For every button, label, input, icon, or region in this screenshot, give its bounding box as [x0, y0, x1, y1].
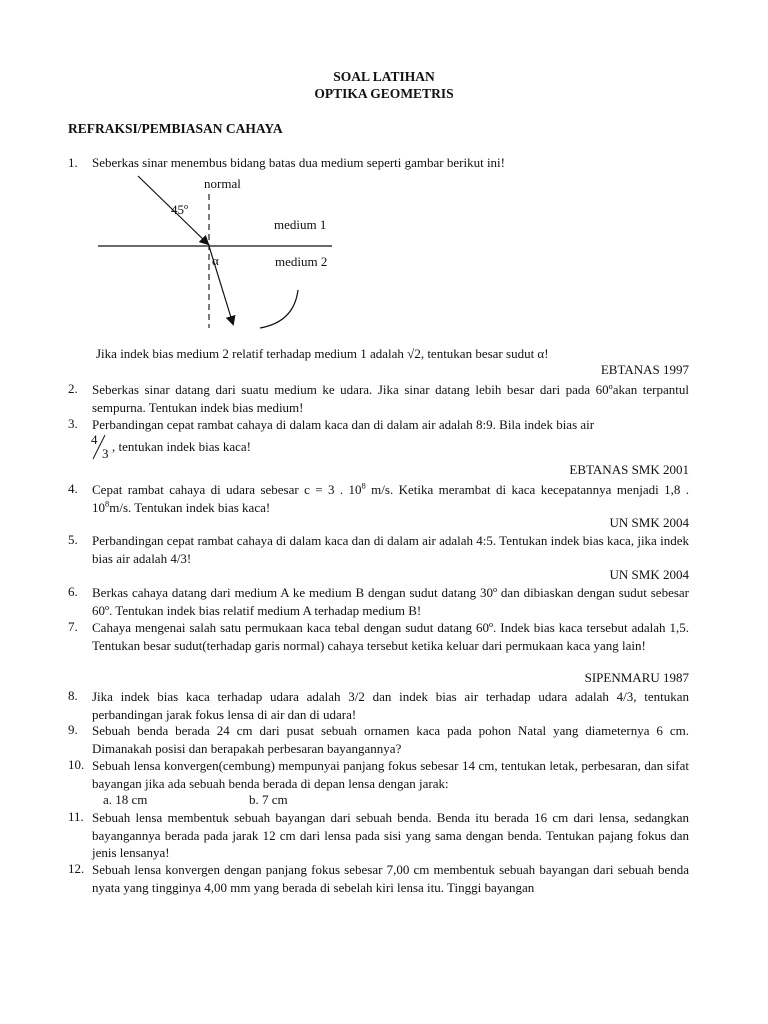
document-subtitle: OPTIKA GEOMETRIS — [314, 86, 454, 101]
question-text: Sebuah benda berada 24 cm dari pusat sebuah ornamen kaca pada pohon Natal yang diameternya 6 cm. Dimanakah posisi dan berapakah perbesaran bayangannya? — [92, 723, 689, 756]
fraction-four-thirds — [90, 432, 114, 462]
angle-45-label: 45º — [171, 202, 189, 217]
question-text: Berkas cahaya datang dari medium A ke medium B dengan sudut datang 30º dan dibiaskan dengan sudut sebesar 60º. Tentukan indek bias relatif medium A terhadap medium B! — [92, 585, 689, 618]
question-text: Jika indek bias kaca terhadap udara adalah 3/2 dan indek bias air terhadap udara adalah 4/3, tentukan perbandingan jarak fokus lensa di air dan di udara! — [92, 689, 689, 722]
question-number: 7. — [68, 619, 78, 634]
question-text: Sebuah lensa konvergen dengan panjang fokus sebesar 7,00 cm membentuk sebuah bayangan dari sebuah benda nyata yang tingginya 4,00 mm yang berada di sebelah kiri lensa itu. Tinggi bayangan — [92, 862, 689, 895]
question-text: Seberkas sinar menembus bidang batas dua medium seperti gambar berikut ini! — [92, 155, 505, 170]
question-number: 2. — [68, 381, 78, 396]
question-number: 1. — [68, 155, 78, 170]
question-number: 11. — [68, 809, 84, 824]
option-b: b. 7 cm — [249, 792, 288, 807]
document-title: SOAL LATIHAN — [333, 69, 435, 84]
question-text: Sebuah lensa konvergen(cembung) mempunyai panjang fokus sebesar 14 cm, tentukan letak, perbesaran, dan sifat bayangan jika ada sebuah benda berada di depan lensa dengan jarak: — [92, 758, 689, 791]
section-heading: REFRAKSI/PEMBIASAN CAHAYA — [68, 121, 283, 136]
question-number: 5. — [68, 532, 78, 547]
question-text: Cahaya mengenai salah satu permukaan kaca tebal dengan sudut datang 60º. Indek bias kaca tersebut adalah 1,5. Tentukan besar sudut(terhadap garis normal) cahaya tersebut ketika keluar dari permukaan kaca yang lain! — [92, 620, 689, 653]
question-text: Seberkas sinar datang dari suatu medium ke udara. Jika sinar datang lebih besar dari pada 60ºakan terpantul sempurna. Tentukan indek bias medium! — [92, 382, 689, 415]
question-number: 8. — [68, 688, 78, 703]
fraction-denominator: 3 — [102, 446, 109, 461]
question-text: , tentukan indek bias kaca! — [112, 439, 251, 454]
question-number: 4. — [68, 481, 78, 496]
source-label: UN SMK 2004 — [609, 515, 689, 530]
normal-label: normal — [204, 176, 241, 191]
refraction-diagram — [96, 172, 346, 334]
question-text: Perbandingan cepat rambat cahaya di dalam kaca dan di dalam air adalah 8:9. Bila indek bias air — [92, 417, 595, 432]
fraction-numerator: 4 — [91, 432, 98, 447]
source-label: EBTANAS 1997 — [600, 362, 689, 377]
medium-2-label: medium 2 — [275, 254, 328, 269]
source-label: EBTANAS SMK 2001 — [569, 462, 689, 477]
option-a: a. 18 cm — [103, 792, 148, 807]
question-number: 10. — [68, 757, 85, 772]
question-number: 6. — [68, 584, 78, 599]
question-text: Perbandingan cepat rambat cahaya di dalam kaca dan di dalam air adalah 4:5. Tentukan indek bias kaca, jika indek bias air adalah 4/3! — [92, 533, 689, 566]
question-text: Sebuah lensa membentuk sebuah bayangan dari sebuah benda. Benda itu berada 16 cm dari lensa, sedangkan bayangannya berada pada jarak 12 cm dari lensa pada sisi yang sama dengan benda. Tentukan pajang fokus dan jenis lensanya! — [92, 810, 689, 860]
angle-arc — [260, 290, 298, 328]
question-number: 12. — [68, 861, 85, 876]
question-number: 9. — [68, 722, 78, 737]
source-label: UN SMK 2004 — [609, 567, 689, 582]
alpha-label: α — [212, 253, 219, 268]
question-text: Cepat rambat cahaya di udara sebesar c = 3 . $10^8$ m/s. Ketika merambat di kaca kecepatannya menjadi 1,8 . $10^8m/s$. Tentukan indek bias kaca! — [92, 480, 689, 515]
medium-1-label: medium 1 — [274, 217, 327, 232]
question-text: Jika indek bias medium 2 relatif terhadap medium 1 adalah √2, tentukan besar sudut α! — [96, 346, 549, 361]
source-label: SIPENMARU 1987 — [584, 670, 689, 685]
question-number: 3. — [68, 416, 78, 431]
